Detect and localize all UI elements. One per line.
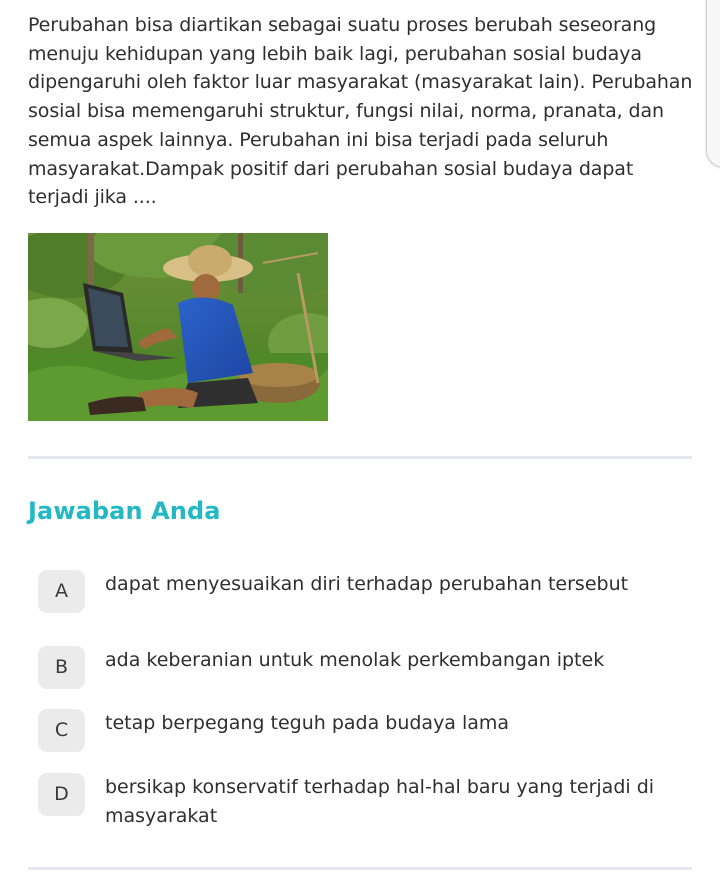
answers-heading: Jawaban Anda bbox=[28, 497, 221, 525]
option-letter-badge[interactable]: B bbox=[38, 646, 85, 689]
side-panel-edge bbox=[706, 0, 720, 168]
option-text[interactable]: tetap berpegang teguh pada budaya lama bbox=[105, 712, 510, 734]
section-divider-top bbox=[28, 456, 692, 459]
option-letter-badge[interactable]: A bbox=[38, 570, 85, 613]
question-text: Perubahan bisa diartikan sebagai suatu proses berubah seseorang menuju kehidupan yang lebih baik lagi, perubahan sosial budaya dipengaruhi oleh faktor luar masyarakat (masyarakat lain). Perubahan sosial bisa memengaruhi struktur, fungsi nilai, norma, pranata, dan semua aspek lainnya. Perubahan ini bisa terjadi pada seluruh masyarakat.Dampak positif dari perubahan sosial budaya dapat terjadi jika .... bbox=[28, 14, 693, 209]
option-text[interactable]: ada keberanian untuk menolak perkembangan iptek bbox=[105, 649, 605, 671]
option-text[interactable]: dapat menyesuaikan diri terhadap perubahan tersebut bbox=[105, 573, 629, 595]
question-image bbox=[28, 233, 328, 421]
option-letter-badge[interactable]: D bbox=[38, 773, 85, 816]
section-divider-bottom bbox=[28, 867, 692, 870]
option-text[interactable]: bersikap konservatif terhadap hal-hal baru yang terjadi di masyarakat bbox=[105, 776, 655, 827]
option-letter-badge[interactable]: C bbox=[38, 709, 85, 752]
